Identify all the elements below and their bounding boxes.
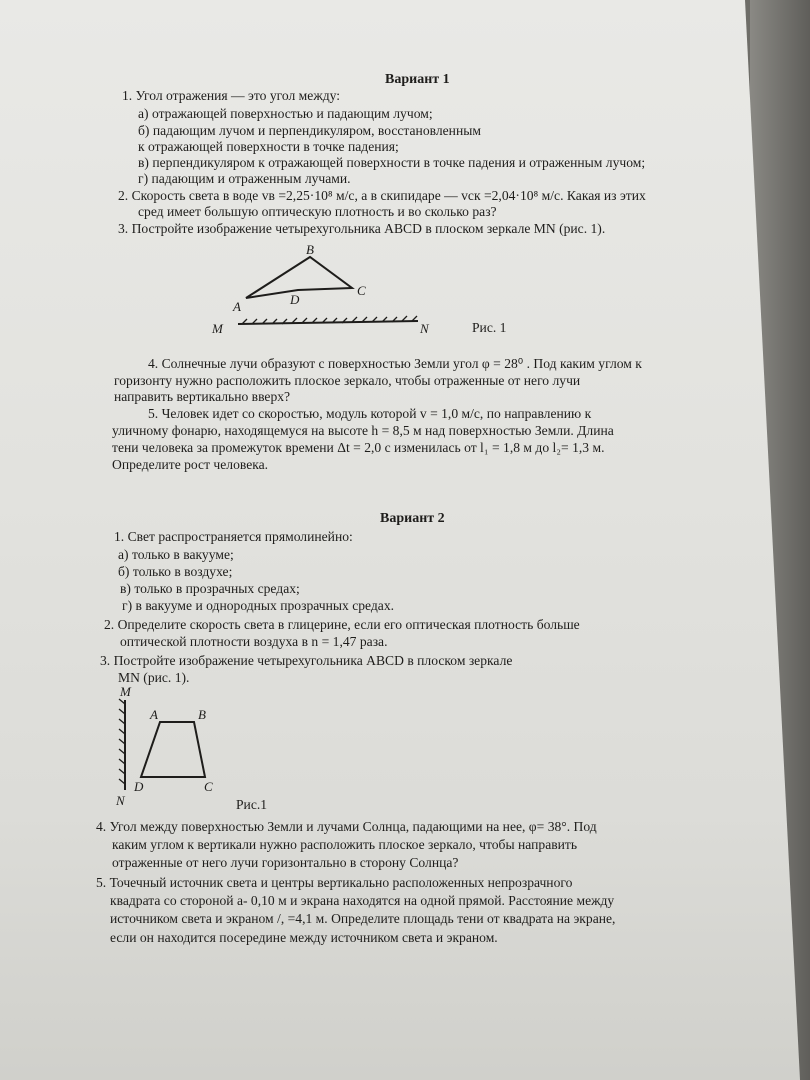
v1-label-n: N <box>420 321 429 336</box>
v1-q4-line2: горизонту нужно расположить плоское зеркало, чтобы отраженные от него лучи <box>114 373 581 388</box>
v1-q1-option-d: г) падающим и отраженным лучами. <box>138 171 351 186</box>
v2-q5-line3: источником света и экраном /, =4,1 м. Определите площадь тени от квадрата на экране, <box>110 911 616 926</box>
v1-q5-line4: Определите рост человека. <box>112 457 269 472</box>
v1-label-a: A <box>233 299 241 314</box>
v2-q1-option-a: а) только в вакууме; <box>118 547 234 562</box>
v2-q3-line1: 3. Постройте изображение четырехугольника ABCD в плоском зеркале <box>100 653 513 668</box>
v2-q5-line1: 5. Точечный источник света и центры вертикально расположенных непрозрачного <box>96 875 573 890</box>
v2-q2-line2: оптической плотности воздуха в n = 1,47 раза. <box>120 634 388 649</box>
v2-q1-option-c: в) только в прозрачных средах; <box>120 581 300 596</box>
v2-label-m: M <box>120 684 131 699</box>
v1-q5-line2: уличному фонарю, находящемуся на высоте h = 8,5 м над поверхностью Земли. Длина <box>112 423 614 438</box>
v2-q4-line1: 4. Угол между поверхностью Земли и лучами Солнца, падающими на нее, φ= 38°. Под <box>96 819 597 834</box>
v2-q1-option-b: б) только в воздухе; <box>118 564 233 579</box>
v1-label-d: D <box>290 292 300 307</box>
variant2-title: Вариант 2 <box>380 511 445 526</box>
v1-label-m: M <box>212 321 223 336</box>
v1-q5-line1: 5. Человек идет со скоростью, модуль которой v = 1,0 м/с, по направлению к <box>148 406 592 421</box>
v1-figure-caption: Рис. 1 <box>472 320 507 335</box>
v2-q4-line2: каким углом к вертикали нужно расположить плоское зеркало, чтобы направить <box>112 837 578 852</box>
v1-q2-line1: 2. Скорость света в воде vв =2,25·10⁸ м/с, а в скипидаре — vск =2,04·10⁸ м/с. Какая из этих <box>118 188 646 203</box>
v2-label-a: A <box>150 707 158 722</box>
variant1-title: Вариант 1 <box>385 72 450 87</box>
v2-label-b: B <box>198 707 206 722</box>
v2-label-n: N <box>116 793 125 808</box>
v1-q4-line3: направить вертикально вверх? <box>114 389 291 404</box>
v1-q3: 3. Постройте изображение четырехугольника ABCD в плоском зеркале MN (рис. 1). <box>118 221 606 236</box>
v1-label-c: C <box>357 283 366 298</box>
v1-q1-stem: 1. Угол отражения — это угол между: <box>122 88 341 103</box>
v1-q1-option-a: а) отражающей поверхностью и падающим лучом; <box>138 106 433 121</box>
v2-figure-caption: Рис.1 <box>236 797 268 812</box>
v2-q5-line2: квадрата со стороной a- 0,10 м и экрана находятся на одной прямой. Расстояние между <box>110 893 615 908</box>
v2-q5-line4: если он находится посередине между источником света и экраном. <box>110 930 498 945</box>
v2-label-d: D <box>134 779 144 794</box>
v1-q4-line1: 4. Солнечные лучи образуют с поверхностью Земли угол φ = 28⁰ . Под каким углом к <box>148 356 642 371</box>
v1-q2-line2: сред имеет большую оптическую плотность и во сколько раз? <box>138 204 497 219</box>
v1-q1-option-b-cont: к отражающей поверхности в точке падения; <box>138 139 399 154</box>
v2-q2-line1: 2. Определите скорость света в глицерине, если его оптическая плотность больше <box>104 617 580 632</box>
v1-label-b: B <box>306 242 314 257</box>
v1-q5-line3: тени человека за промежуток времени Δt = 2,0 с изменилась от l₁ = 1,8 м до l₂= 1,3 м. <box>112 440 605 455</box>
v2-q3-line2: MN (рис. 1). <box>118 670 190 685</box>
v1-q1-option-c: в) перпендикуляром к отражающей поверхности в точке падения и отраженным лучом; <box>138 155 646 170</box>
v2-q4-line3: отраженные от него лучи горизонтально в сторону Солнца? <box>112 855 459 870</box>
v2-label-c: C <box>204 779 213 794</box>
v1-q1-option-b: б) падающим лучом и перпендикуляром, восстановленным <box>138 123 481 138</box>
v2-q1-option-d: г) в вакууме и однородных прозрачных средах. <box>122 598 395 613</box>
v2-q1-stem: 1. Свет распространяется прямолинейно: <box>114 529 353 544</box>
